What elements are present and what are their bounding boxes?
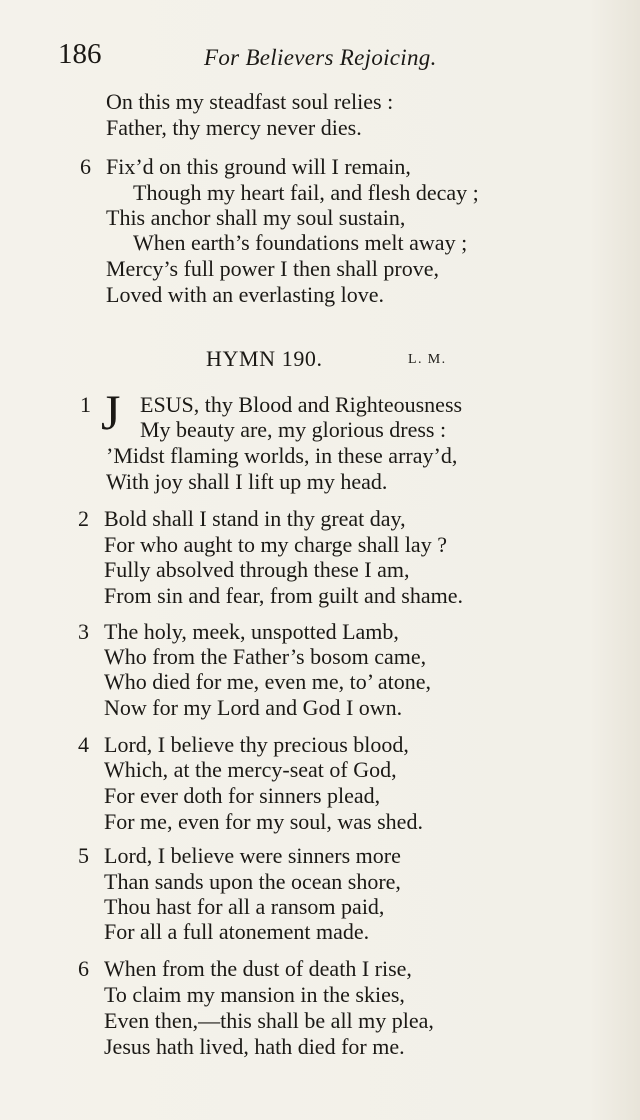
stanza-number: 6 — [80, 154, 91, 179]
verse-line: Now for my Lord and God I own. — [104, 695, 403, 720]
verse-line: My beauty are, my glorious dress : — [140, 417, 447, 442]
verse-line: To claim my mansion in the skies, — [104, 982, 405, 1007]
verse-line: Bold shall I stand in thy great day, — [104, 506, 406, 531]
verse-line: Who from the Father’s bosom came, — [104, 644, 427, 669]
verse-line: Fix’d on this ground will I remain, — [106, 154, 411, 179]
verse-line: Jesus hath lived, hath died for me. — [104, 1034, 405, 1059]
hymn-meter: L. M. — [408, 352, 447, 367]
verse-line: Than sands upon the ocean shore, — [104, 869, 401, 894]
page-number: 186 — [58, 38, 102, 70]
verse-line: Even then,—this shall be all my plea, — [104, 1008, 434, 1033]
stanza-number: 3 — [78, 619, 89, 644]
verse-line: Lord, I believe thy precious blood, — [104, 732, 409, 757]
running-title: For Believers Rejoicing. — [204, 45, 437, 70]
verse-line: With joy shall I lift up my head. — [106, 469, 388, 494]
stanza-number: 1 — [80, 392, 91, 417]
stanza-number: 5 — [78, 843, 89, 868]
page-header — [58, 34, 578, 74]
verse-line: When earth’s foundations melt away ; — [133, 230, 468, 255]
verse-line: For me, even for my soul, was shed. — [104, 809, 423, 834]
verse-line: From sin and fear, from guilt and shame. — [104, 583, 463, 608]
verse-line: Who died for me, even me, to’ atone, — [104, 669, 432, 694]
verse-line: Though my heart fail, and flesh decay ; — [133, 180, 479, 205]
verse-line: When from the dust of death I rise, — [104, 956, 412, 981]
stanza-number: 4 — [78, 732, 89, 757]
verse-line: Which, at the mercy-seat of God, — [104, 757, 397, 782]
verse-line: This anchor shall my soul sustain, — [106, 205, 406, 230]
verse-line: On this my steadfast soul relies : — [106, 89, 394, 114]
stanza-number: 2 — [78, 506, 89, 531]
verse-line: Thou hast for all a ransom paid, — [104, 894, 385, 919]
hymn-title: HYMN 190. — [206, 346, 323, 371]
verse-line: ’Midst flaming worlds, in these array’d, — [106, 443, 458, 468]
verse-line: Mercy’s full power I then shall prove, — [106, 256, 439, 281]
verse-line: For all a full atonement made. — [104, 919, 370, 944]
verse-line: For ever doth for sinners plead, — [104, 783, 381, 808]
drop-cap: J — [101, 384, 121, 440]
verse-line: Father, thy mercy never dies. — [106, 115, 362, 140]
stanza-number: 6 — [78, 956, 89, 981]
verse-line: For who aught to my charge shall lay ? — [104, 532, 447, 557]
verse-line: Fully absolved through these I am, — [104, 557, 410, 582]
verse-line: The holy, meek, unspotted Lamb, — [104, 619, 399, 644]
verse-line: Lord, I believe were sinners more — [104, 843, 401, 868]
verse-line: Loved with an everlasting love. — [106, 282, 384, 307]
verse-line: ESUS, thy Blood and Righteousness — [140, 392, 463, 417]
